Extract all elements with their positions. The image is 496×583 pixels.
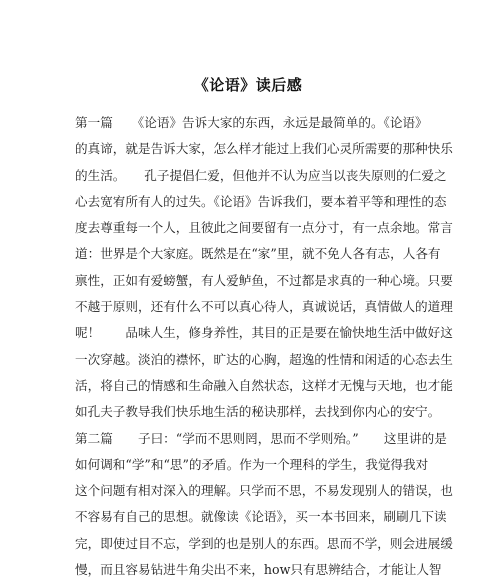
text-line: 完，即使过目不忘，学到的也是别人的东西。思而不学，则会进展缓 [75, 535, 453, 551]
text-line: 慢，而且容易钻进牛角尖出不来，how只有思辨结合，才能让人智 [75, 562, 442, 578]
text-line: 第二篇 子曰：“学而不思则罔，思而不学则殆。” 这里讲的是 [75, 430, 447, 446]
text-line: 的真谛，就是告诉大家，怎么样才能过上我们心灵所需要的那种快乐 [75, 141, 453, 157]
text-line: 度去尊重每一个人，且彼此之间要留有一点分寸，有一点余地。常言 [75, 220, 453, 236]
document-body [75, 110, 453, 583]
text-line: 如孔夫子教导我们快乐地生活的秘诀那样，去找到你内心的安宁。 [75, 404, 441, 420]
text-line: 道：世界是个大家庭。既然是在“家”里，就不免人各有志，人各有 [75, 246, 441, 262]
text-line: 呢！ 品味人生，修身养性，其目的正是要在愉快地生活中做好这 [75, 325, 453, 341]
text-line: 活，将自己的情感和生命融入自然状态，这样才无愧与天地，也才能 [75, 377, 453, 393]
text-line: 这个问题有相对深入的理解。只学而不思，不易发现别人的错误，也 [75, 483, 453, 499]
text-line: 不越于原则，还有什么不可以真心待人，真诚说话，真情做人的道理 [75, 299, 453, 315]
text-line: 不容易有自己的思想。就像读《论语》，买一本书回来，刷刷几下读 [75, 509, 447, 525]
document-title: 《论语》读后感 [193, 76, 303, 94]
text-line: 第一篇 《论语》告诉大家的东西，永远是最简单的。《论语》 [75, 115, 428, 130]
text-line: 的生活。 孔子提倡仁爱，但他并不认为应当以丧失原则的仁爱之 [75, 167, 447, 183]
text-line: 如何调和“学”和“思”的矛盾。作为一个理科的学生，我觉得我对 [75, 456, 429, 472]
text-line: 一次穿越。淡泊的襟怀，旷达的心胸，超逸的性情和闲适的心态去生 [75, 351, 453, 367]
text-line: 心去宽宥所有人的过失。《论语》告诉我们，要本着平等和理性的态 [75, 193, 447, 209]
text-line: 禀性，正如有爱螃蟹，有人爱鲈鱼，不过都是求真的一种心境。只要 [75, 272, 453, 288]
